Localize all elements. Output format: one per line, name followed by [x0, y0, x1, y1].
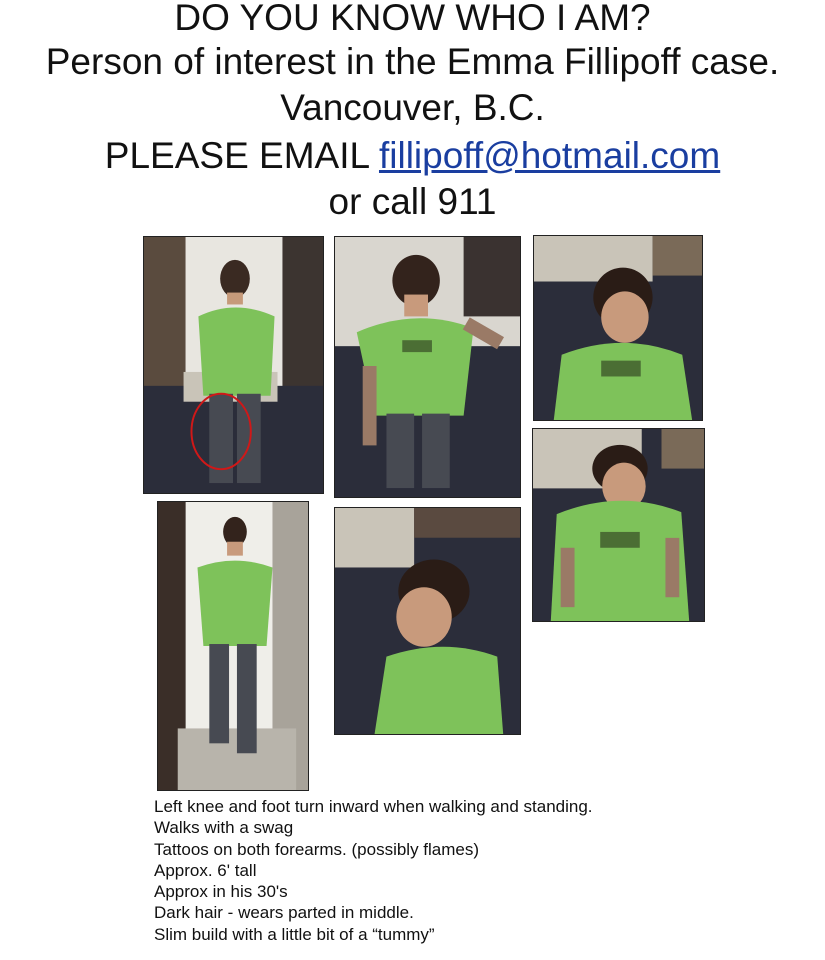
surveillance-photo-4 [532, 428, 705, 622]
suspect-description [154, 796, 593, 945]
headline-location: Vancouver, B.C. [280, 87, 545, 128]
description-hair: Dark hair - wears parted in middle. [154, 903, 414, 923]
headline-question: DO YOU KNOW WHO I AM? [174, 0, 651, 38]
description-build: Slim build with a little bit of a “tummy” [154, 924, 435, 944]
description-height: Approx. 6' tall [154, 860, 257, 880]
description-tattoos: Tattoos on both forearms. (possibly flames) [154, 839, 480, 859]
headline-call: or call 911 [328, 181, 497, 222]
description-age: Approx in his 30's [154, 882, 288, 902]
surveillance-photo-3 [533, 235, 703, 421]
surveillance-photo-2 [334, 236, 521, 498]
surveillance-photo-5 [157, 501, 309, 791]
email-link[interactable]: fillipoff@hotmail.com [378, 135, 721, 176]
description-swag: Walks with a swag [154, 818, 294, 838]
email-prefix: PLEASE EMAIL [104, 135, 379, 176]
headline-case: Person of interest in the Emma Fillipoff case. [45, 41, 780, 82]
description-gait: Left knee and foot turn inward when walking and standing. [154, 797, 593, 816]
surveillance-photo-1 [143, 236, 324, 494]
headline-email-line [0, 134, 825, 178]
surveillance-photo-6 [334, 507, 521, 735]
